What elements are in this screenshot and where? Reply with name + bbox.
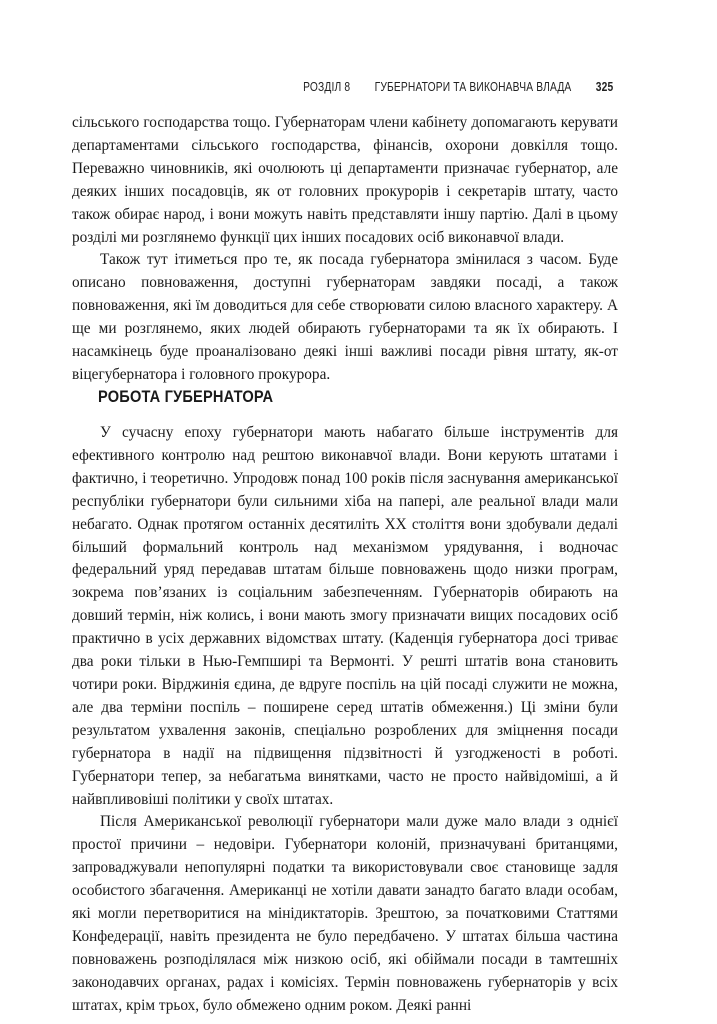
chapter-label: РОЗДІЛ 8 <box>302 80 350 94</box>
paragraph: сільського господарства тощо. Губернаторам члени кабінету допомагають керувати департаментами сільського господарства, фінансів, охорони довкілля тощо. Переважно чиновників, які очолюють ці департаменти призначає губернатор, але деяких інших посадовців, як от головних прокурорів і секретарів штату, часто також обирає народ, і вони можуть навіть представляти іншу партію. Далі в цьому розділі ми розглянемо функції цих інших посадових осіб виконавчої влади. <box>72 114 618 246</box>
paragraph: Після Американської революції губернатори мали дуже мало влади з однієї простої причини – недовіри. Губернатори колоній, призначувані британцями, запроваджували непопулярні податки та використовували своє становище задля особистого збагачення. Американці не хотіли давати занадто багато влади особам, які могли перетворитися на мінідиктаторів. Зрештою, за початковими Статтями Конфедерації, навіть президента не було передбачено. У штатах більша частина повноважень розподілялася між низкою осіб, які обіймали посади в тамтешніх законодавчих органах, радах і комісіях. Термін повноважень губернаторів у всіх штатах, крім трьох, було обмежено одним роком. Деякі ранні <box>72 813 618 1014</box>
page-number: 325 <box>595 80 613 94</box>
running-header <box>303 80 613 94</box>
section-text-block <box>72 422 618 1018</box>
section-heading: РОБОТА ГУБЕРНАТОРА <box>98 387 274 406</box>
paragraph: Також тут ітиметься про те, як посада губернатора змінилася з часом. Буде описано повноваження, доступні губернаторам завдяки посаді, а також повноваження, які їм доводиться для себе створювати силою власного характеру. А ще ми розглянемо, яких людей обирають губернаторами та як їх обирають. І насамкінець буде проаналізовано деякі інші важливі посади рівня штату, як-от віцегубернатора і головного прокурора. <box>72 251 618 383</box>
intro-text-block <box>72 112 618 387</box>
paragraph: У сучасну епоху губернатори мають набагато більше інструментів для ефективного контролю над рештою виконавчої влади. Вони керують штатами і фактично, і теоретично. Упродовж понад 100 років після заснування американської республіки губернатори були сильними хіба на папері, але реальної влади мали небагато. Однак протягом останніх десятиліть XX століття вони здобували дедалі більший формальний контроль над механізмом урядування, і водночас федеральний уряд передавав штатам більше повноважень щодо низки програм, зокрема пов’язаних із соціальним забезпеченням. Губернаторів обирають на довший термін, ніж колись, і вони мають змогу призначати вищих посадових осіб практично в усіх державних відомствах штату. (Каденція губернатора досі триває два роки тільки в Нью-Гемпширі та Вермонті. У решті штатів вона становить чотири роки. Вірджинія єдина, де вдруге поспіль на цій посаді служити не можна, але два терміни поспіль – поширене серед штатів обмеження.) Ці зміни були результатом ухвалення законів, спеціально розроблених для зміцнення посади губернатора в надії на підвищення підзвітності й узгодженості в роботі. Губернатори тепер, за небагатьма винятками, часто не просто найвідоміші, а й найвпливовіші політики у своїх штатах. <box>72 424 618 808</box>
chapter-title: ГУБЕРНАТОРИ ТА ВИКОНАВЧА ВЛАДА <box>374 80 572 94</box>
